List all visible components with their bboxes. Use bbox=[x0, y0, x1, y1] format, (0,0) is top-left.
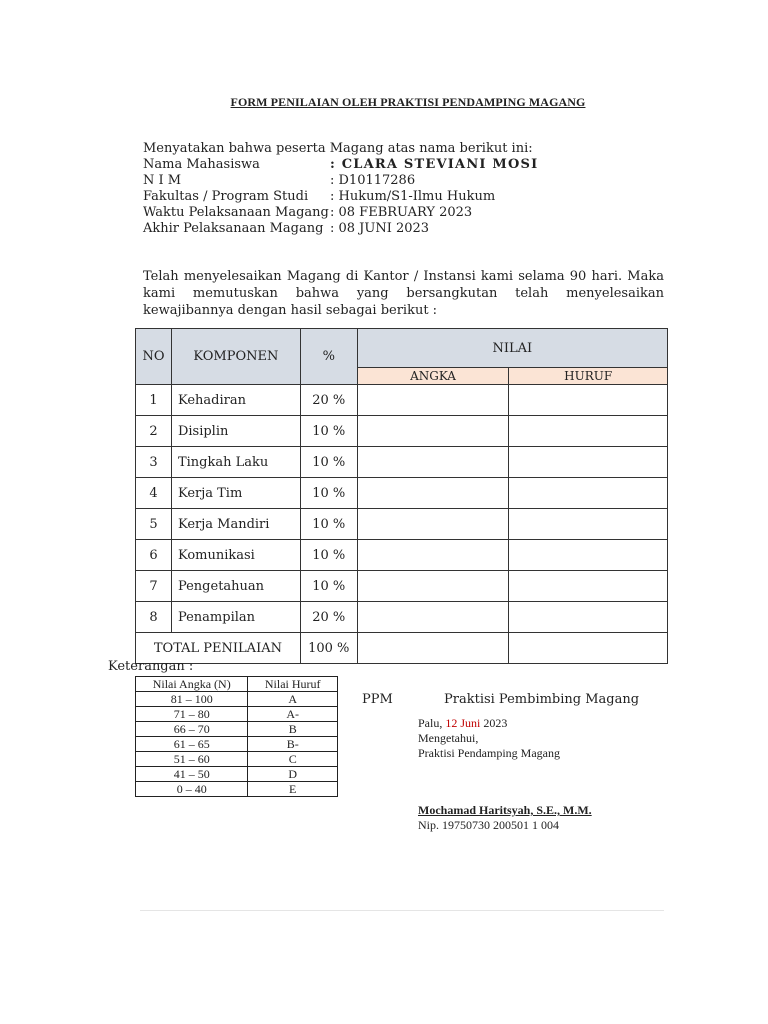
row-no: 3 bbox=[136, 447, 172, 478]
row-komponen: Tingkah Laku bbox=[171, 447, 300, 478]
legend-range: 81 – 100 bbox=[136, 692, 248, 707]
signature-date bbox=[418, 716, 507, 731]
header-percent: % bbox=[300, 329, 357, 385]
label-akhir: Akhir Pelaksanaan Magang bbox=[143, 221, 324, 236]
legend-table bbox=[135, 676, 338, 797]
signature-name: Mochamad Haritsyah, S.E., M.M. bbox=[418, 803, 592, 817]
header-nilai: NILAI bbox=[357, 329, 667, 368]
huruf-cell[interactable] bbox=[509, 571, 668, 602]
huruf-cell[interactable] bbox=[509, 385, 668, 416]
row-percent: 10 % bbox=[300, 509, 357, 540]
row-komponen: Penampilan bbox=[171, 602, 300, 633]
signature-place: Palu, bbox=[418, 716, 446, 730]
row-percent: 20 % bbox=[300, 385, 357, 416]
legend-row bbox=[136, 767, 338, 782]
row-no: 5 bbox=[136, 509, 172, 540]
total-row bbox=[136, 633, 668, 664]
legend-grade: C bbox=[248, 752, 338, 767]
row-komponen: Kerja Tim bbox=[171, 478, 300, 509]
intro-paragraph: Telah menyelesaikan Magang di Kantor / Instansi kami selama 90 hari. Maka kami memutuskan bahwa yang bersangkutan telah menyelesaikan kewajibannya dengan hasil sebagai berikut : bbox=[143, 269, 664, 318]
total-angka-cell[interactable] bbox=[357, 633, 509, 664]
row-percent: 10 % bbox=[300, 478, 357, 509]
row-komponen: Pengetahuan bbox=[171, 571, 300, 602]
row-no: 2 bbox=[136, 416, 172, 447]
header-no: NO bbox=[136, 329, 172, 385]
legend-range: 41 – 50 bbox=[136, 767, 248, 782]
angka-cell[interactable] bbox=[357, 447, 509, 478]
total-huruf-cell[interactable] bbox=[509, 633, 668, 664]
angka-cell[interactable] bbox=[357, 509, 509, 540]
legend-header-huruf: Nilai Huruf bbox=[248, 677, 338, 692]
ppm-title: Praktisi Pembimbing Magang bbox=[444, 692, 640, 707]
table-row bbox=[136, 416, 668, 447]
table-row bbox=[136, 385, 668, 416]
angka-cell[interactable] bbox=[357, 385, 509, 416]
legend-row bbox=[136, 692, 338, 707]
row-percent: 20 % bbox=[300, 602, 357, 633]
table-row bbox=[136, 509, 668, 540]
student-name: : CLARA STEVIANI MOSI bbox=[330, 157, 539, 172]
keterangan-label: Keterangan : bbox=[108, 659, 194, 674]
huruf-cell[interactable] bbox=[509, 416, 668, 447]
signature-role: Praktisi Pendamping Magang bbox=[418, 746, 560, 760]
legend-grade: E bbox=[248, 782, 338, 797]
legend-row bbox=[136, 782, 338, 797]
statement-text: Menyatakan bahwa peserta Magang atas nama berikut ini: bbox=[143, 141, 533, 156]
header-komponen: KOMPONEN bbox=[171, 329, 300, 385]
legend-grade: A- bbox=[248, 707, 338, 722]
legend-row bbox=[136, 752, 338, 767]
table-row bbox=[136, 602, 668, 633]
angka-cell[interactable] bbox=[357, 540, 509, 571]
legend-grade: B bbox=[248, 722, 338, 737]
row-percent: 10 % bbox=[300, 540, 357, 571]
signature-date-highlight: 12 Juni bbox=[445, 716, 481, 730]
legend-range: 0 – 40 bbox=[136, 782, 248, 797]
row-no: 6 bbox=[136, 540, 172, 571]
angka-cell[interactable] bbox=[357, 478, 509, 509]
total-percent: 100 % bbox=[300, 633, 357, 664]
row-no: 4 bbox=[136, 478, 172, 509]
student-nim: : D10117286 bbox=[330, 173, 416, 188]
huruf-cell[interactable] bbox=[509, 540, 668, 571]
legend-header-angka: Nilai Angka (N) bbox=[136, 677, 248, 692]
angka-cell[interactable] bbox=[357, 571, 509, 602]
huruf-cell[interactable] bbox=[509, 602, 668, 633]
row-percent: 10 % bbox=[300, 447, 357, 478]
row-komponen: Kerja Mandiri bbox=[171, 509, 300, 540]
angka-cell[interactable] bbox=[357, 416, 509, 447]
grade-table bbox=[135, 328, 668, 664]
legend-row bbox=[136, 722, 338, 737]
huruf-cell[interactable] bbox=[509, 478, 668, 509]
angka-cell[interactable] bbox=[357, 602, 509, 633]
legend-range: 61 – 65 bbox=[136, 737, 248, 752]
row-no: 8 bbox=[136, 602, 172, 633]
huruf-cell[interactable] bbox=[509, 447, 668, 478]
huruf-cell[interactable] bbox=[509, 509, 668, 540]
table-row bbox=[136, 540, 668, 571]
legend-grade: A bbox=[248, 692, 338, 707]
header-angka: ANGKA bbox=[357, 368, 509, 385]
row-no: 1 bbox=[136, 385, 172, 416]
student-fakultas: : Hukum/S1-Ilmu Hukum bbox=[330, 189, 496, 204]
signature-nip: Nip. 19750730 200501 1 004 bbox=[418, 818, 559, 832]
form-title: FORM PENILAIAN OLEH PRAKTISI PENDAMPING MAGANG bbox=[230, 95, 586, 109]
legend-grade: B- bbox=[248, 737, 338, 752]
row-komponen: Kehadiran bbox=[171, 385, 300, 416]
row-percent: 10 % bbox=[300, 416, 357, 447]
label-fakultas: Fakultas / Program Studi bbox=[143, 189, 309, 204]
legend-range: 71 – 80 bbox=[136, 707, 248, 722]
legend-range: 66 – 70 bbox=[136, 722, 248, 737]
start-date: : 08 FEBRUARY 2023 bbox=[330, 205, 473, 220]
legend-row bbox=[136, 707, 338, 722]
label-waktu: Waktu Pelaksanaan Magang bbox=[143, 205, 329, 220]
footer-divider bbox=[140, 910, 664, 911]
label-nama: Nama Mahasiswa bbox=[143, 157, 260, 172]
signature-mengetahui: Mengetahui, bbox=[418, 731, 479, 745]
row-percent: 10 % bbox=[300, 571, 357, 602]
table-row bbox=[136, 478, 668, 509]
row-komponen: Komunikasi bbox=[171, 540, 300, 571]
header-huruf: HURUF bbox=[509, 368, 668, 385]
table-row bbox=[136, 571, 668, 602]
signature-year: 2023 bbox=[480, 716, 508, 730]
total-label: TOTAL PENILAIAN bbox=[136, 633, 301, 664]
legend-range: 51 – 60 bbox=[136, 752, 248, 767]
legend-grade: D bbox=[248, 767, 338, 782]
table-row bbox=[136, 447, 668, 478]
row-komponen: Disiplin bbox=[171, 416, 300, 447]
label-nim: N I M bbox=[143, 173, 182, 188]
end-date: : 08 JUNI 2023 bbox=[330, 221, 430, 236]
ppm-label: PPM bbox=[362, 692, 393, 707]
legend-row bbox=[136, 737, 338, 752]
row-no: 7 bbox=[136, 571, 172, 602]
